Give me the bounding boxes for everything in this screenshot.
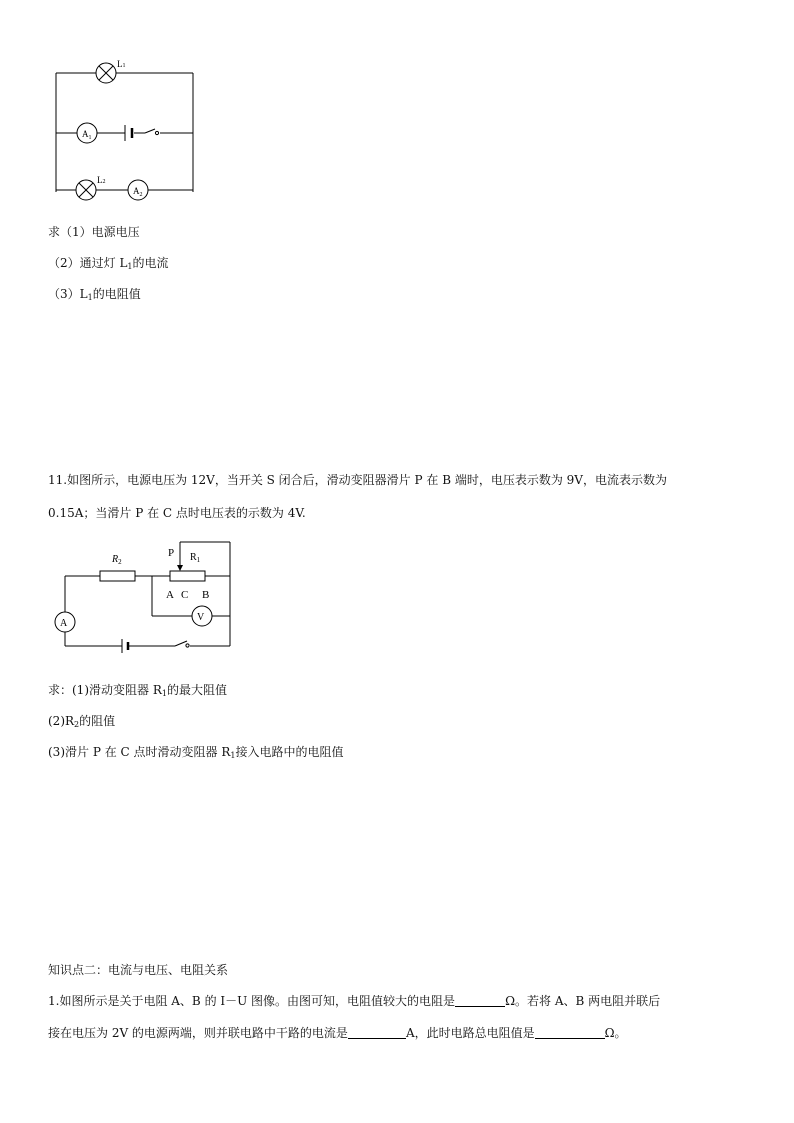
svg-text:A2: $A_2$	[133, 186, 143, 198]
q11-text-line1: 11.如图所示，电源电压为 12V，当开关 S 闭合后，滑动变阻器滑片 P 在 B 端时，电压表示数为 9V，电流表示数为	[48, 473, 667, 487]
answer-blank-1[interactable]	[455, 994, 505, 1007]
q11-ask3: (3)滑片 P 在 C 点时滑动变阻器 $R_1$接入电路中的电阻值	[48, 745, 344, 760]
slider-p-label: P	[168, 547, 175, 559]
point-c-label: C	[181, 589, 189, 601]
svg-text:A: A	[60, 618, 68, 629]
battery-icon	[125, 125, 132, 141]
r1-label: $R_1$	[190, 552, 201, 564]
point-a-label: A	[166, 589, 174, 601]
ammeter-icon	[55, 612, 75, 632]
r2-label: $R_2$	[112, 554, 122, 566]
slider-arrow-icon	[177, 565, 183, 571]
knowledge-q1-line2: 接在电压为 2V 的电源两端，则并联电路中干路的电流是 A，此时电路总电阻值是 Ω。	[48, 1026, 627, 1040]
lamp-l2-icon	[76, 180, 96, 200]
svg-text:A1: $A_1$	[82, 129, 92, 141]
answer-blank-3[interactable]	[535, 1026, 605, 1039]
resistor-r2-icon	[100, 571, 135, 581]
circuit-diagram-1	[40, 55, 210, 205]
q11-ask2: $(2)R_2$的阻值	[48, 714, 116, 729]
q10-ask1: 求（1）电源电压	[48, 225, 140, 239]
circuit-diagram-2	[50, 538, 250, 658]
knowledge-q1-line1: 1.如图所示是关于电阻 A、B 的 I－U 图像。由图可知，电阻值较大的电阻是 Ω。若将 A、B 两电阻并联后	[48, 994, 661, 1008]
rheostat-r1-icon	[170, 571, 205, 581]
lamp-l2-label: L2	[97, 175, 106, 185]
lamp-l1-label: L1	[117, 59, 126, 69]
voltmeter-icon	[192, 606, 212, 626]
svg-text:V: V	[197, 612, 205, 623]
ammeter-a2-icon	[128, 180, 148, 200]
point-b-label: B	[202, 589, 210, 601]
answer-blank-2[interactable]	[348, 1026, 406, 1039]
q11-ask1: 求：(1)滑动变阻器 $R_1$的最大阻值	[48, 683, 227, 698]
q10-ask3: $(3)L_1$的电阻值	[48, 287, 141, 302]
switch-icon	[155, 131, 158, 134]
q11-text-line2: 0.15A；当滑片 P 在 C 点时电压表的示数为 4V.	[48, 506, 306, 520]
q10-ask2: （2）通过灯 $L_1$的电流	[48, 256, 169, 271]
battery-icon	[122, 639, 128, 653]
knowledge-heading: 知识点二：电流与电压、电阻关系	[48, 963, 229, 977]
lamp-l1-icon	[96, 63, 116, 83]
ammeter-a1-icon	[77, 123, 97, 143]
switch-icon	[186, 644, 189, 647]
